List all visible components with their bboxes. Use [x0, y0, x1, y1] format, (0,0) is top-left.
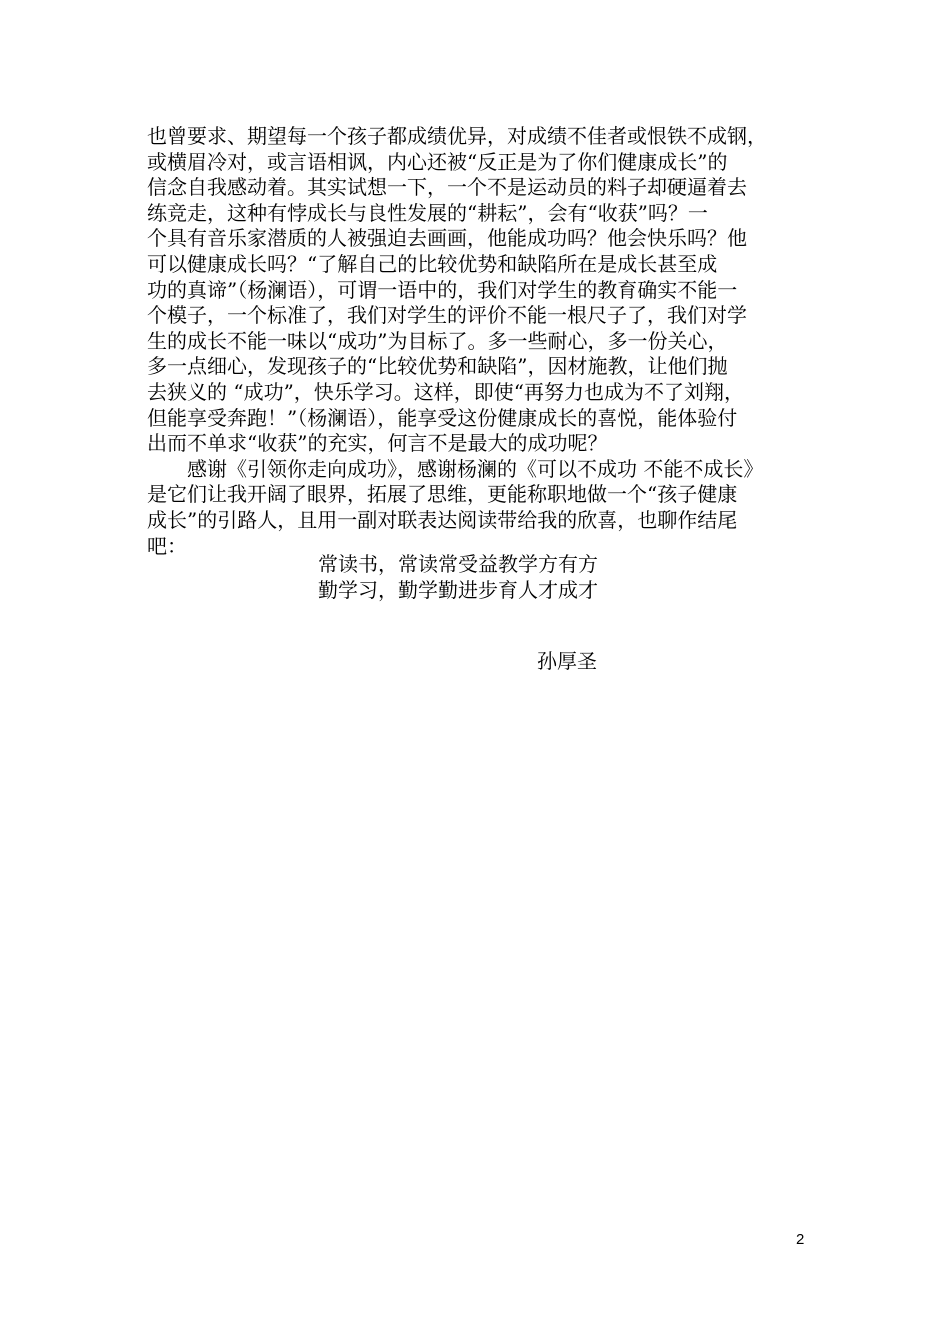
- paragraph2-line: 吧：: [147, 533, 187, 558]
- paragraph2-line: 是它们让我开阔了眼界，拓展了思维，更能称职地做一个“孩子健康: [147, 482, 738, 507]
- paragraph1-line: 个具有音乐家潜质的人被强迫去画画，他能成功吗？他会快乐吗？他: [147, 226, 747, 251]
- page-number: 2: [796, 1231, 805, 1248]
- paragraph1-line: 多一点细心，发现孩子的“比较优势和缺陷”，因材施教，让他们抛: [147, 354, 728, 379]
- body-text: [147, 124, 811, 559]
- paragraph2-line: 感谢《引领你走向成功》，感谢杨澜的《可以不成功 不能不成长》: [187, 456, 764, 481]
- paragraph2-line: 成长”的引路人，且用一副对联表达阅读带给我的欣喜，也聊作结尾: [147, 507, 738, 532]
- couplet-line-lower: 勤学习，勤学勤进步育人才成才: [318, 578, 598, 602]
- paragraph1-line: 但能享受奔跑！”（杨澜语），能享受这份健康成长的喜悦，能体验付: [147, 405, 738, 430]
- paragraph1-line: 生的成长不能一味以“成功”为目标了。多一些耐心，多一份关心，: [147, 328, 728, 353]
- paragraph1-line: 去狭义的 “成功”，快乐学习。这样，即使“再努力也成为不了刘翔，: [147, 379, 745, 404]
- paragraph1-line: 功的真谛”（杨澜语），可谓一语中的，我们对学生的教育确实不能一: [147, 277, 738, 302]
- author-name: 孙厚圣: [537, 649, 597, 673]
- paragraph1-line: 个模子，一个标准了，我们对学生的评价不能一根尺子了，我们对学: [147, 303, 747, 328]
- paragraph1-line: 信念自我感动着。其实试想一下，一个不是运动员的料子却硬逼着去: [147, 175, 747, 200]
- paragraph1-line: 出而不单求“收获”的充实，何言不是最大的成功呢？: [147, 431, 608, 456]
- paragraph1-line: 或横眉冷对，或言语相讽，内心还被“反正是为了你们健康成长”的: [147, 149, 728, 174]
- couplet: [318, 551, 598, 603]
- paragraph1-line: 也曾要求、期望每一个孩子都成绩优异，对成绩不佳者或恨铁不成钢，: [147, 124, 767, 148]
- paragraph1-line: 可以健康成长吗？“了解自己的比较优势和缺陷所在是成长甚至成: [147, 251, 718, 276]
- couplet-line-upper: 常读书，常读常受益教学方有方: [318, 552, 598, 576]
- paragraph1-line: 练竞走，这种有悖成长与良性发展的“耕耘”，会有“收获”吗？一: [147, 200, 708, 225]
